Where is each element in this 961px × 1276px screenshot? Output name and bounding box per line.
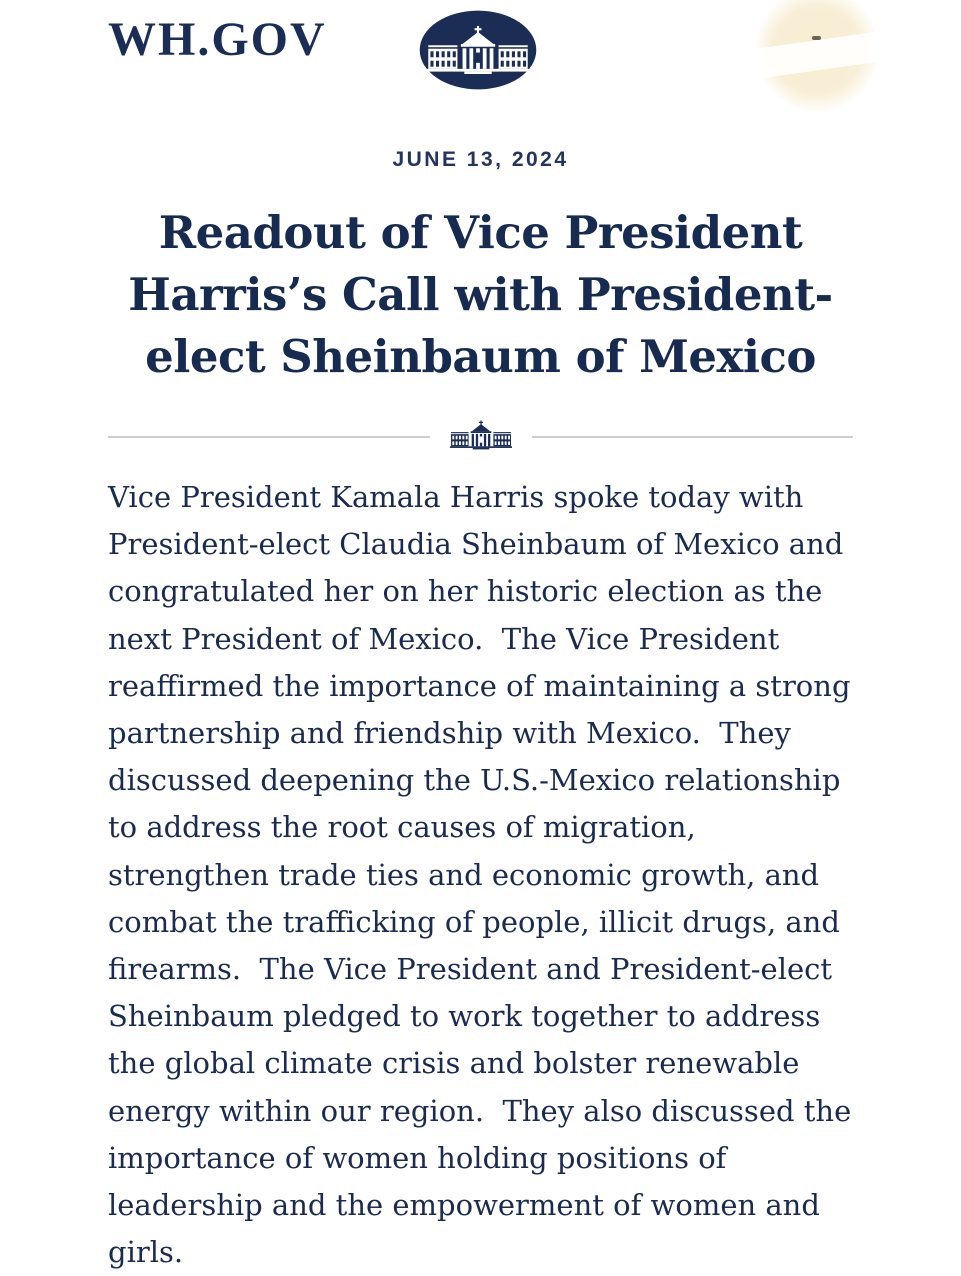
white-house-icon	[450, 420, 512, 454]
article-body: Vice President Kamala Harris spoke today with President-elect Claudia Sheinbaum of Mexico and congratulated her on her historic election as the next President of Mexico. The Vice President reaffirmed the importance of maintaining a strong partnership and friendship with Mexico. They discussed deepening the U.S.-Mexico relationship to address the root causes of migration, strengthen trade ties and economic growth, and combat the trafficking of people, illicit drugs, and firearms. The Vice President and President-elect Sheinbaum pledged to work together to address the global climate crisis and bolster renewable energy within our region. They also discussed the importance of women holding positions of leadership and the empowerment of women and girls.	[108, 480, 861, 1270]
article-date: JUNE 13, 2024	[392, 148, 569, 171]
divider-line-left	[108, 436, 430, 438]
faint-circle-watermark	[755, 0, 879, 112]
white-house-seal-icon[interactable]	[418, 8, 538, 92]
article-title: Readout of Vice President Harris’s Call with President-elect Sheinbaum of Mexico	[128, 206, 833, 383]
site-logo-text[interactable]: WH.GOV	[108, 13, 327, 66]
divider-line-right	[532, 436, 854, 438]
watermark-speck-icon	[812, 36, 821, 40]
section-divider	[108, 420, 853, 454]
article	[0, 148, 961, 1276]
site-header	[0, 0, 961, 100]
